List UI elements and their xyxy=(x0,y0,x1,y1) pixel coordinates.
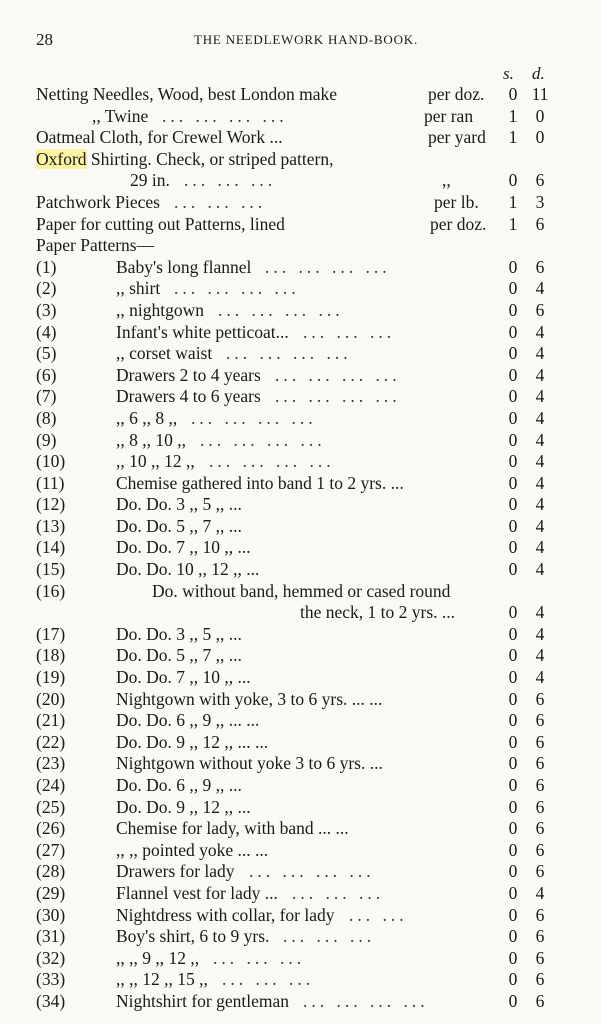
item-number: (32) xyxy=(36,947,66,968)
price-shillings: 0 xyxy=(508,559,518,580)
list-item xyxy=(0,581,601,603)
price-pence: 4 xyxy=(535,882,545,903)
price-shillings: 0 xyxy=(508,537,518,558)
list-item xyxy=(0,473,601,495)
list-item xyxy=(0,494,601,516)
dot-leader: ... ... ... ... xyxy=(174,278,300,299)
price-shillings: 0 xyxy=(508,775,518,795)
item-description: ,, 10 ,, 12 ,, xyxy=(116,451,195,472)
price-shillings: 0 xyxy=(508,623,518,644)
price-shillings: 0 xyxy=(508,645,518,666)
unit-label: ,, xyxy=(442,170,451,191)
list-item xyxy=(0,797,601,819)
item-description: Drawers 2 to 4 years xyxy=(116,364,261,385)
item-description: ,, ,, pointed yoke ... ... xyxy=(116,839,269,860)
list-item xyxy=(0,689,601,711)
item-description: Do. Do. 7 ,, 10 ,, ... xyxy=(116,667,251,688)
dot-leader: ... ... ... ... xyxy=(200,429,326,450)
price-pence: 4 xyxy=(535,537,545,558)
running-title: THE NEEDLEWORK HAND-BOOK. xyxy=(194,32,418,47)
list-item xyxy=(0,602,601,624)
price-shillings: 0 xyxy=(508,343,518,364)
item-number: (4) xyxy=(36,321,57,342)
item-description: ,, Twine xyxy=(92,105,149,126)
item-number: (18) xyxy=(36,645,66,666)
item-description: Do. Do. 7 ,, 10 ,, ... xyxy=(116,537,251,558)
item-description: ,, 8 ,, 10 ,, xyxy=(116,429,186,450)
price-shillings: 0 xyxy=(508,602,518,623)
item-number: (12) xyxy=(36,494,66,515)
list-item xyxy=(0,300,601,322)
list-item xyxy=(0,840,601,862)
list-item xyxy=(0,192,601,214)
dot-leader: ... ... ... ... xyxy=(303,990,429,1011)
list-item xyxy=(0,451,601,473)
price-shillings: 0 xyxy=(508,667,518,688)
list-item xyxy=(0,170,601,192)
item-number: (15) xyxy=(36,559,66,580)
page-header xyxy=(36,30,576,54)
list-item xyxy=(0,106,601,128)
item-number: (1) xyxy=(36,256,57,277)
price-pence: 6 xyxy=(535,710,545,731)
item-description: ,, 6 ,, 8 ,, xyxy=(116,407,178,428)
item-number: (27) xyxy=(36,839,66,860)
price-shillings: 0 xyxy=(508,429,518,450)
item-description: 29 in. xyxy=(130,170,170,191)
item-number: (31) xyxy=(36,926,66,947)
item-number: (34) xyxy=(36,990,66,1011)
item-number: (2) xyxy=(36,278,57,299)
page-number: 28 xyxy=(36,30,53,49)
item-number: (10) xyxy=(36,451,66,472)
list-item xyxy=(0,969,601,991)
item-description: Nightdress with collar, for lady xyxy=(116,904,335,925)
list-item xyxy=(0,732,601,754)
price-shillings: 0 xyxy=(508,904,518,925)
list-item xyxy=(0,235,601,257)
price-shillings: 0 xyxy=(508,969,518,990)
price-pence: 4 xyxy=(535,472,545,493)
price-pence: 6 xyxy=(535,818,545,839)
item-description: ,, shirt xyxy=(116,278,161,299)
item-description: Paper Patterns— xyxy=(36,235,155,256)
price-shillings: 1 xyxy=(508,213,518,234)
price-shillings: 0 xyxy=(508,731,518,752)
item-description: Do. Do. 5 ,, 7 ,, ... xyxy=(116,645,242,666)
price-pence: 6 xyxy=(535,170,545,191)
dot-leader: ... ... ... ... xyxy=(162,105,288,126)
item-description: Netting Needles, Wood, best London make xyxy=(36,84,338,104)
dot-leader: ... ... ... ... xyxy=(275,364,401,385)
item-description: Do. without band, hemmed or cased round xyxy=(152,580,451,601)
dot-leader: ... ... ... xyxy=(213,947,306,968)
dot-leader: ... ... ... ... xyxy=(218,299,344,320)
item-number: (23) xyxy=(36,753,66,774)
item-number: (19) xyxy=(36,667,66,688)
dot-leader: ... ... ... ... xyxy=(265,256,391,277)
price-pence: 4 xyxy=(535,407,545,428)
item-description: Do. Do. 5 ,, 7 ,, ... xyxy=(116,515,242,536)
price-pence: 4 xyxy=(535,451,545,472)
list-item xyxy=(0,278,601,300)
item-description: Oxford Shirting. Check, or striped pattern, xyxy=(36,148,334,169)
list-item xyxy=(0,365,601,387)
price-pence: 4 xyxy=(535,343,545,364)
item-description: Chemise gathered into band 1 to 2 yrs. ... xyxy=(116,472,404,493)
list-item xyxy=(0,667,601,689)
price-pence: 6 xyxy=(535,775,545,795)
item-description: Boy's shirt, 6 to 9 yrs. xyxy=(116,926,270,947)
price-shillings: 0 xyxy=(508,861,518,882)
list-item xyxy=(0,905,601,927)
list-item xyxy=(0,343,601,365)
item-number: (11) xyxy=(36,472,65,493)
price-pence: 0 xyxy=(535,127,545,148)
price-pence: 4 xyxy=(535,429,545,450)
item-number: (28) xyxy=(36,861,66,882)
list-item xyxy=(0,537,601,559)
price-pence: 6 xyxy=(535,688,545,709)
price-pence: 4 xyxy=(535,667,545,688)
list-item xyxy=(0,818,601,840)
item-description: Nightgown without yoke 3 to 6 yrs. ... xyxy=(116,753,383,774)
price-shillings: 0 xyxy=(508,386,518,407)
list-item xyxy=(0,948,601,970)
list-item xyxy=(0,991,601,1013)
item-number: (5) xyxy=(36,343,57,364)
item-description: ,, nightgown xyxy=(116,299,204,320)
list-item xyxy=(0,645,601,667)
list-item xyxy=(0,257,601,279)
column-head-shillings: s. xyxy=(503,64,514,83)
dot-leader: ... ... ... ... xyxy=(275,386,401,407)
dot-leader: ... ... xyxy=(349,904,408,925)
price-shillings: 0 xyxy=(508,278,518,299)
item-number: (26) xyxy=(36,818,66,839)
list-item xyxy=(0,559,601,581)
dot-leader: ... ... ... xyxy=(184,170,277,191)
dot-leader: ... ... ... ... xyxy=(226,343,352,364)
price-pence: 6 xyxy=(535,861,545,882)
item-number: (16) xyxy=(36,580,66,601)
price-shillings: 0 xyxy=(508,818,518,839)
price-pence: 4 xyxy=(535,364,545,385)
price-shillings: 0 xyxy=(508,947,518,968)
price-pence: 4 xyxy=(535,515,545,536)
item-number: (20) xyxy=(36,688,66,709)
price-pence: 6 xyxy=(535,839,545,860)
unit-label: per doz. xyxy=(430,213,487,234)
price-shillings: 0 xyxy=(508,882,518,903)
list-item xyxy=(0,84,601,106)
list-item xyxy=(0,710,601,732)
item-description: Do. Do. 3 ,, 5 ,, ... xyxy=(116,494,242,515)
list-item xyxy=(0,127,601,149)
price-pence: 4 xyxy=(535,278,545,299)
item-number: (14) xyxy=(36,537,66,558)
price-pence: 6 xyxy=(535,926,545,947)
price-shillings: 0 xyxy=(508,451,518,472)
price-pence: 4 xyxy=(535,559,545,580)
price-pence: 6 xyxy=(535,947,545,968)
dot-leader: ... ... ... xyxy=(283,926,376,947)
list-item xyxy=(0,624,601,646)
unit-label: per ran xyxy=(424,105,474,126)
item-number: (24) xyxy=(36,775,66,795)
item-description: ,, ,, 9 ,, 12 ,, xyxy=(116,947,200,968)
price-pence: 4 xyxy=(535,645,545,666)
unit-label: per doz. xyxy=(428,84,485,104)
price-shillings: 0 xyxy=(508,990,518,1011)
item-number: (17) xyxy=(36,623,66,644)
price-pence: 4 xyxy=(535,321,545,342)
price-shillings: 0 xyxy=(508,472,518,493)
item-description: Do. Do. 6 ,, 9 ,, ... ... xyxy=(116,710,260,731)
item-number: (8) xyxy=(36,407,57,428)
item-number: (9) xyxy=(36,429,57,450)
price-pence: 3 xyxy=(535,191,545,212)
item-description: Nightshirt for gentleman xyxy=(116,990,290,1011)
dot-leader: ... ... ... xyxy=(292,882,385,903)
list-item xyxy=(0,322,601,344)
price-shillings: 0 xyxy=(508,688,518,709)
item-description: Baby's long flannel xyxy=(116,256,252,277)
item-description: Infant's white petticoat... xyxy=(116,321,289,342)
price-pence: 6 xyxy=(535,256,545,277)
price-shillings: 0 xyxy=(508,321,518,342)
item-description: Chemise for lady, with band ... ... xyxy=(116,818,349,839)
price-pence: 6 xyxy=(535,213,545,234)
column-head-pence: d. xyxy=(532,64,545,83)
price-shillings: 0 xyxy=(508,256,518,277)
price-shillings: 0 xyxy=(508,753,518,774)
item-description: Drawers for lady xyxy=(116,861,235,882)
price-shillings: 0 xyxy=(508,364,518,385)
price-pence: 11 xyxy=(531,84,549,104)
item-number: (33) xyxy=(36,969,66,990)
price-shillings: 0 xyxy=(508,839,518,860)
price-shillings: 0 xyxy=(508,515,518,536)
item-number: (13) xyxy=(36,515,66,536)
list-item xyxy=(0,516,601,538)
price-pence: 4 xyxy=(535,602,545,623)
item-description: Do. Do. 9 ,, 12 ,, ... ... xyxy=(116,731,269,752)
price-pence: 4 xyxy=(535,623,545,644)
unit-label: per yard xyxy=(428,127,486,148)
item-description: ,, ,, 12 ,, 15 ,, xyxy=(116,969,208,990)
item-description: the neck, 1 to 2 yrs. ... xyxy=(300,602,456,623)
item-number: (29) xyxy=(36,882,66,903)
unit-label: per lb. xyxy=(434,191,479,212)
price-pence: 0 xyxy=(535,105,545,126)
item-number: (21) xyxy=(36,710,66,731)
price-shillings: 0 xyxy=(508,494,518,515)
price-shillings: 0 xyxy=(508,84,518,104)
item-number: (25) xyxy=(36,796,66,817)
dot-leader: ... ... ... xyxy=(303,321,396,342)
dot-leader: ... ... ... ... xyxy=(191,407,317,428)
highlighted-word: Oxford xyxy=(36,148,87,169)
dot-leader: ... ... ... xyxy=(174,191,267,212)
item-description: Do. Do. 10 ,, 12 ,, ... xyxy=(116,559,260,580)
price-pence: 6 xyxy=(535,731,545,752)
item-number: (3) xyxy=(36,299,57,320)
list-item xyxy=(0,861,601,883)
list-item xyxy=(0,883,601,905)
item-description: Do. Do. 6 ,, 9 ,, ... xyxy=(116,775,242,795)
list-item xyxy=(0,149,601,171)
item-description: Drawers 4 to 6 years xyxy=(116,386,261,407)
price-shillings: 0 xyxy=(508,926,518,947)
price-pence: 6 xyxy=(535,753,545,774)
item-description: Oatmeal Cloth, for Crewel Work ... xyxy=(36,127,283,148)
price-pence: 6 xyxy=(535,969,545,990)
item-description: Paper for cutting out Patterns, lined xyxy=(36,213,285,234)
dot-leader: ... ... ... xyxy=(222,969,315,990)
price-shillings: 0 xyxy=(508,170,518,191)
price-shillings: 1 xyxy=(508,191,518,212)
dot-leader: ... ... ... ... xyxy=(209,451,335,472)
list-item xyxy=(0,408,601,430)
item-number: (22) xyxy=(36,731,66,752)
price-pence: 6 xyxy=(535,990,545,1011)
item-number: (30) xyxy=(36,904,66,925)
item-number: (6) xyxy=(36,364,57,385)
item-description: Nightgown with yoke, 3 to 6 yrs. ... ... xyxy=(116,688,383,709)
item-description: Do. Do. 3 ,, 5 ,, ... xyxy=(116,623,242,644)
list-item xyxy=(0,753,601,775)
list-item xyxy=(0,386,601,408)
list-item xyxy=(0,775,601,797)
price-shillings: 0 xyxy=(508,299,518,320)
price-shillings: 0 xyxy=(508,796,518,817)
price-shillings: 0 xyxy=(508,407,518,428)
price-shillings: 0 xyxy=(508,710,518,731)
item-description: ,, corset waist xyxy=(116,343,213,364)
list-item xyxy=(0,430,601,452)
list-item xyxy=(0,214,601,236)
price-shillings: 1 xyxy=(508,105,518,126)
price-pence: 6 xyxy=(535,796,545,817)
price-shillings: 1 xyxy=(508,127,518,148)
price-pence: 4 xyxy=(535,494,545,515)
item-description: Patchwork Pieces xyxy=(36,191,160,212)
item-description: Flannel vest for lady ... xyxy=(116,882,278,903)
price-pence: 6 xyxy=(535,904,545,925)
list-item xyxy=(0,926,601,948)
dot-leader: ... ... ... ... xyxy=(249,861,375,882)
item-description: Do. Do. 9 ,, 12 ,, ... xyxy=(116,796,251,817)
item-number: (7) xyxy=(36,386,57,407)
price-pence: 4 xyxy=(535,386,545,407)
price-list xyxy=(0,84,601,1013)
price-pence: 6 xyxy=(535,299,545,320)
